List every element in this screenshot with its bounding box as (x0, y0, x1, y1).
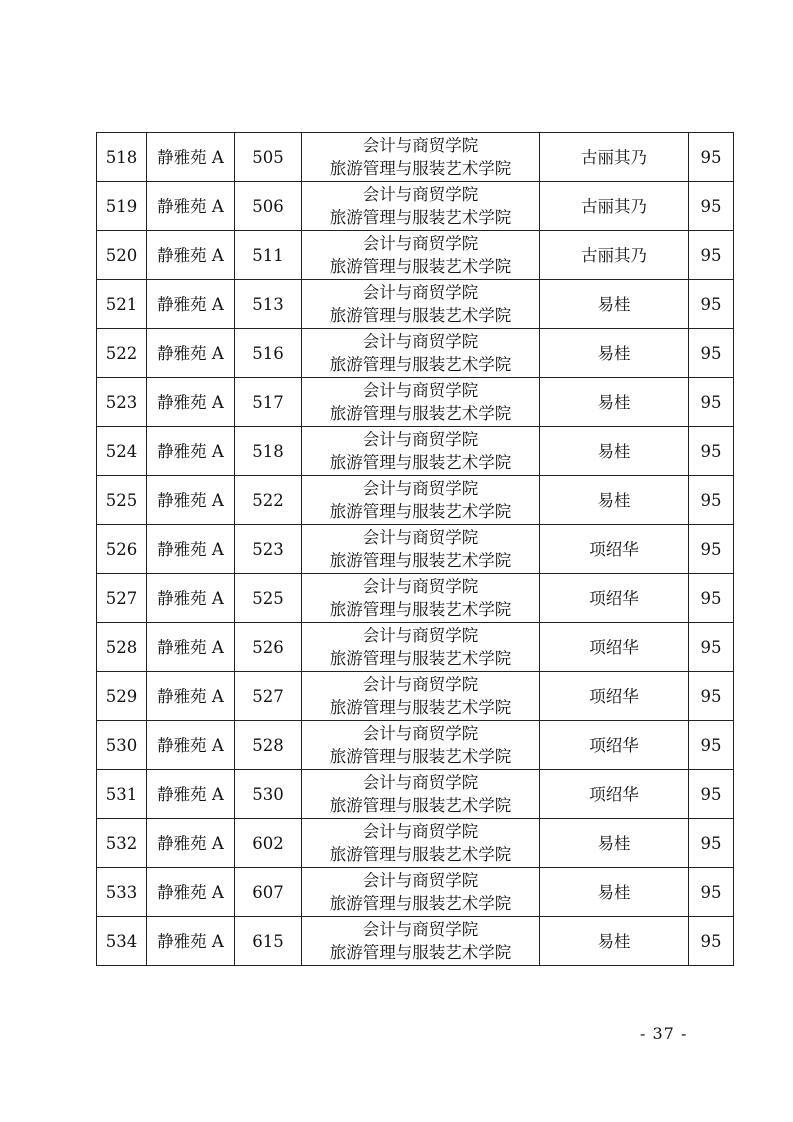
building-cell: 静雅苑 A (147, 182, 235, 231)
responsible-person-cell: 易桂 (540, 476, 689, 525)
college-cell (302, 623, 540, 672)
room-number-cell: 615 (235, 917, 302, 966)
table-row (97, 721, 734, 770)
table-row (97, 770, 734, 819)
responsible-person-cell: 易桂 (540, 868, 689, 917)
building-cell: 静雅苑 A (147, 721, 235, 770)
room-number-cell: 528 (235, 721, 302, 770)
college-cell (302, 476, 540, 525)
college-line-primary: 会计与商贸学院 (362, 430, 479, 449)
serial-number-cell: 523 (97, 378, 147, 427)
table-row (97, 917, 734, 966)
table-row (97, 672, 734, 721)
responsible-person-cell: 易桂 (540, 917, 689, 966)
table-row (97, 476, 734, 525)
college-line-primary: 会计与商贸学院 (362, 822, 479, 841)
college-cell (302, 329, 540, 378)
table-row (97, 574, 734, 623)
college-cell (302, 231, 540, 280)
college-cell (302, 770, 540, 819)
college-line-primary: 会计与商贸学院 (362, 185, 479, 204)
score-cell: 95 (689, 378, 734, 427)
serial-number-cell: 524 (97, 427, 147, 476)
table-body (97, 133, 734, 966)
room-number-cell: 525 (235, 574, 302, 623)
responsible-person-cell: 项绍华 (540, 525, 689, 574)
college-line-primary: 会计与商贸学院 (362, 871, 479, 890)
room-number-cell: 523 (235, 525, 302, 574)
college-cell (302, 525, 540, 574)
serial-number-cell: 531 (97, 770, 147, 819)
table-row (97, 182, 734, 231)
table-row (97, 427, 734, 476)
serial-number-cell: 526 (97, 525, 147, 574)
building-cell: 静雅苑 A (147, 770, 235, 819)
college-line-secondary: 旅游管理与服装艺术学院 (329, 796, 512, 815)
building-cell: 静雅苑 A (147, 574, 235, 623)
college-line-primary: 会计与商贸学院 (362, 528, 479, 547)
building-cell: 静雅苑 A (147, 672, 235, 721)
building-cell: 静雅苑 A (147, 623, 235, 672)
room-number-cell: 513 (235, 280, 302, 329)
responsible-person-cell: 古丽其乃 (540, 231, 689, 280)
room-number-cell: 511 (235, 231, 302, 280)
building-cell: 静雅苑 A (147, 819, 235, 868)
score-cell: 95 (689, 329, 734, 378)
score-cell: 95 (689, 280, 734, 329)
college-cell (302, 574, 540, 623)
score-cell: 95 (689, 476, 734, 525)
room-number-cell: 516 (235, 329, 302, 378)
table-row (97, 231, 734, 280)
college-line-secondary: 旅游管理与服装艺术学院 (329, 698, 512, 717)
room-number-cell: 517 (235, 378, 302, 427)
college-line-secondary: 旅游管理与服装艺术学院 (329, 943, 512, 962)
college-line-primary: 会计与商贸学院 (362, 136, 479, 155)
serial-number-cell: 522 (97, 329, 147, 378)
responsible-person-cell: 易桂 (540, 427, 689, 476)
college-line-primary: 会计与商贸学院 (362, 283, 479, 302)
responsible-person-cell: 项绍华 (540, 672, 689, 721)
building-cell: 静雅苑 A (147, 280, 235, 329)
score-cell: 95 (689, 917, 734, 966)
dormitory-score-table (96, 132, 734, 966)
building-cell: 静雅苑 A (147, 427, 235, 476)
building-cell: 静雅苑 A (147, 231, 235, 280)
responsible-person-cell: 易桂 (540, 819, 689, 868)
room-number-cell: 505 (235, 133, 302, 182)
serial-number-cell: 532 (97, 819, 147, 868)
room-number-cell: 602 (235, 819, 302, 868)
building-cell: 静雅苑 A (147, 133, 235, 182)
college-line-secondary: 旅游管理与服装艺术学院 (329, 404, 512, 423)
score-cell: 95 (689, 672, 734, 721)
college-line-secondary: 旅游管理与服装艺术学院 (329, 649, 512, 668)
college-line-secondary: 旅游管理与服装艺术学院 (329, 502, 512, 521)
college-cell (302, 182, 540, 231)
score-cell: 95 (689, 819, 734, 868)
college-line-secondary: 旅游管理与服装艺术学院 (329, 551, 512, 570)
responsible-person-cell: 项绍华 (540, 623, 689, 672)
college-line-secondary: 旅游管理与服装艺术学院 (329, 355, 512, 374)
serial-number-cell: 525 (97, 476, 147, 525)
room-number-cell: 527 (235, 672, 302, 721)
score-cell: 95 (689, 574, 734, 623)
college-cell (302, 917, 540, 966)
score-cell: 95 (689, 231, 734, 280)
serial-number-cell: 528 (97, 623, 147, 672)
college-cell (302, 133, 540, 182)
college-line-primary: 会计与商贸学院 (362, 724, 479, 743)
serial-number-cell: 521 (97, 280, 147, 329)
serial-number-cell: 530 (97, 721, 147, 770)
responsible-person-cell: 项绍华 (540, 721, 689, 770)
building-cell: 静雅苑 A (147, 476, 235, 525)
table-row (97, 378, 734, 427)
room-number-cell: 518 (235, 427, 302, 476)
score-cell: 95 (689, 721, 734, 770)
responsible-person-cell: 项绍华 (540, 770, 689, 819)
room-number-cell: 607 (235, 868, 302, 917)
serial-number-cell: 518 (97, 133, 147, 182)
building-cell: 静雅苑 A (147, 917, 235, 966)
college-cell (302, 819, 540, 868)
college-cell (302, 868, 540, 917)
serial-number-cell: 529 (97, 672, 147, 721)
college-line-primary: 会计与商贸学院 (362, 332, 479, 351)
serial-number-cell: 533 (97, 868, 147, 917)
college-line-secondary: 旅游管理与服装艺术学院 (329, 747, 512, 766)
college-line-primary: 会计与商贸学院 (362, 626, 479, 645)
responsible-person-cell: 易桂 (540, 280, 689, 329)
college-cell (302, 280, 540, 329)
building-cell: 静雅苑 A (147, 378, 235, 427)
responsible-person-cell: 古丽其乃 (540, 182, 689, 231)
building-cell: 静雅苑 A (147, 868, 235, 917)
room-number-cell: 506 (235, 182, 302, 231)
score-cell: 95 (689, 868, 734, 917)
college-line-secondary: 旅游管理与服装艺术学院 (329, 894, 512, 913)
college-line-primary: 会计与商贸学院 (362, 479, 479, 498)
room-number-cell: 522 (235, 476, 302, 525)
room-number-cell: 526 (235, 623, 302, 672)
college-cell (302, 378, 540, 427)
college-line-primary: 会计与商贸学院 (362, 381, 479, 400)
table-row (97, 133, 734, 182)
college-line-secondary: 旅游管理与服装艺术学院 (329, 306, 512, 325)
college-cell (302, 427, 540, 476)
score-cell: 95 (689, 770, 734, 819)
score-cell: 95 (689, 182, 734, 231)
college-line-primary: 会计与商贸学院 (362, 234, 479, 253)
college-line-secondary: 旅游管理与服装艺术学院 (329, 159, 512, 178)
serial-number-cell: 520 (97, 231, 147, 280)
college-line-secondary: 旅游管理与服装艺术学院 (329, 600, 512, 619)
college-line-primary: 会计与商贸学院 (362, 773, 479, 792)
table-row (97, 329, 734, 378)
table-row (97, 819, 734, 868)
page-number: - 37 - (640, 1024, 688, 1043)
college-line-secondary: 旅游管理与服装艺术学院 (329, 257, 512, 276)
college-line-primary: 会计与商贸学院 (362, 920, 479, 939)
building-cell: 静雅苑 A (147, 329, 235, 378)
college-line-secondary: 旅游管理与服装艺术学院 (329, 208, 512, 227)
score-cell: 95 (689, 133, 734, 182)
college-line-secondary: 旅游管理与服装艺术学院 (329, 453, 512, 472)
college-line-primary: 会计与商贸学院 (362, 675, 479, 694)
college-line-secondary: 旅游管理与服装艺术学院 (329, 845, 512, 864)
college-cell (302, 672, 540, 721)
score-cell: 95 (689, 427, 734, 476)
table-row (97, 280, 734, 329)
responsible-person-cell: 项绍华 (540, 574, 689, 623)
serial-number-cell: 534 (97, 917, 147, 966)
college-cell (302, 721, 540, 770)
room-number-cell: 530 (235, 770, 302, 819)
table-row (97, 868, 734, 917)
score-cell: 95 (689, 525, 734, 574)
responsible-person-cell: 易桂 (540, 329, 689, 378)
serial-number-cell: 519 (97, 182, 147, 231)
responsible-person-cell: 古丽其乃 (540, 133, 689, 182)
college-line-primary: 会计与商贸学院 (362, 577, 479, 596)
building-cell: 静雅苑 A (147, 525, 235, 574)
responsible-person-cell: 易桂 (540, 378, 689, 427)
table-row (97, 623, 734, 672)
serial-number-cell: 527 (97, 574, 147, 623)
table-row (97, 525, 734, 574)
score-cell: 95 (689, 623, 734, 672)
